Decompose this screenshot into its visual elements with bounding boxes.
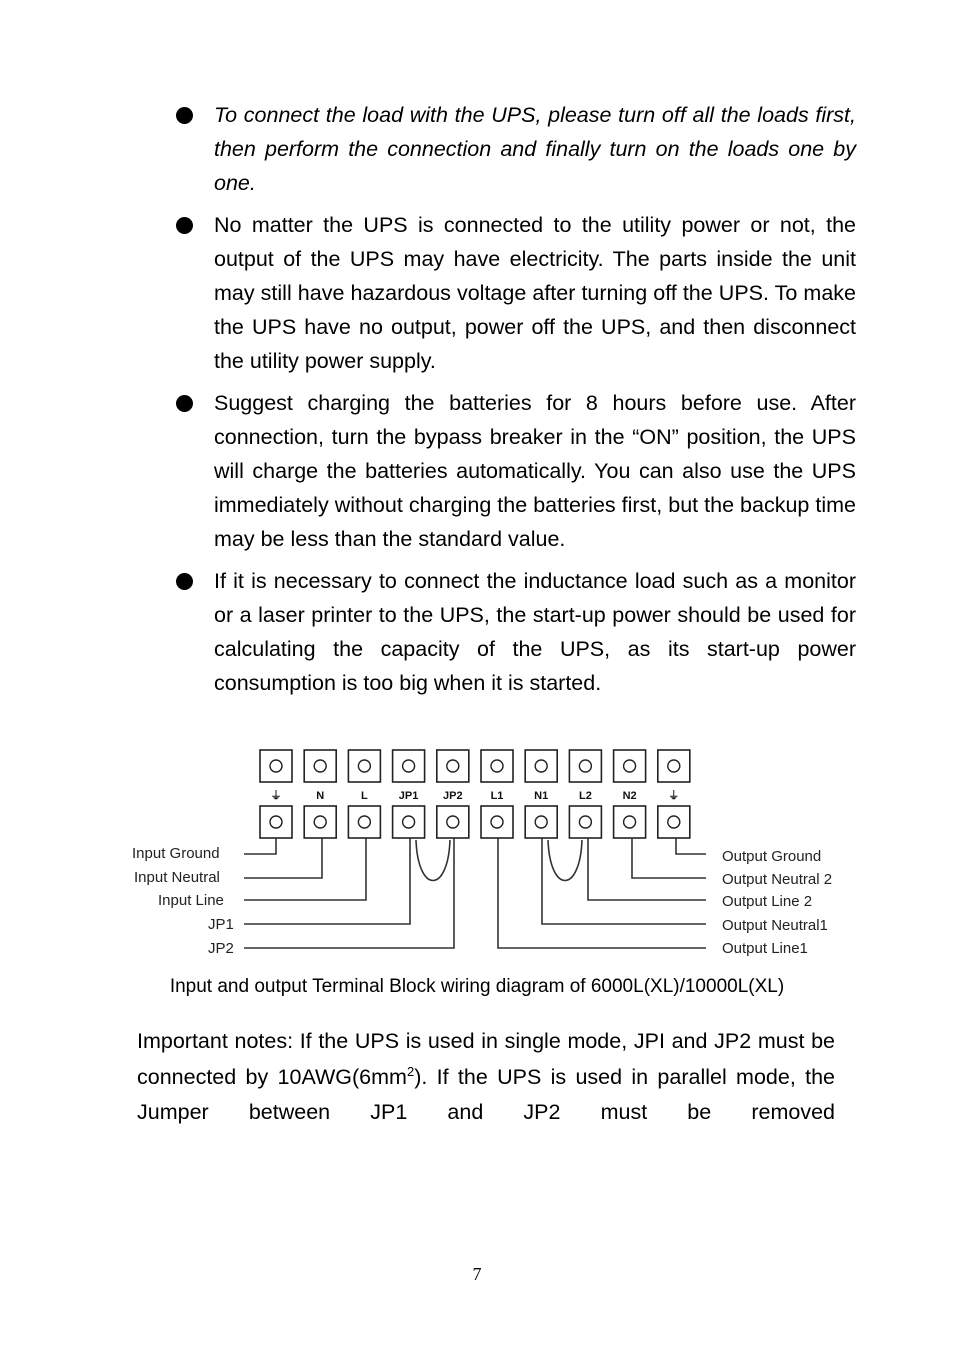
label-input-line: Input Line — [158, 892, 224, 909]
terminal-7 — [569, 750, 601, 838]
terminal-label: L2 — [578, 790, 592, 802]
label-output-ground: Output Ground — [722, 848, 822, 865]
jumper-n1-l2 — [548, 840, 582, 881]
screw-icon — [314, 816, 326, 828]
screw-icon — [668, 816, 680, 828]
wire-input-neutral — [244, 838, 322, 878]
terminal-bottom-box — [569, 806, 601, 838]
terminal-top-box — [304, 750, 336, 782]
terminal-bottom-box — [437, 806, 469, 838]
terminal-label: L — [361, 790, 368, 802]
terminal-top-box — [481, 750, 513, 782]
terminal-label: ⏚ — [270, 790, 282, 802]
screw-icon — [491, 760, 503, 772]
terminal-label: JP1 — [398, 790, 419, 802]
terminal-2 — [348, 750, 380, 838]
important-notes — [137, 1024, 835, 1131]
terminal-label: ⏚ — [668, 790, 680, 802]
diagram-caption: Input and output Terminal Block wiring diagram of 6000L(XL)/10000L(XL) — [169, 976, 785, 997]
bullet-dot-icon — [176, 395, 193, 412]
screw-icon — [314, 760, 326, 772]
wire-output-line2 — [588, 838, 706, 900]
bullet-text: Suggest charging the batteries for 8 hours before use. After connection, turn the bypass breaker in the “ON” position, the UPS will charge the batteries automatically. You can also use the UPS immediately without charging the batteries first, but the backup time may be less than the standard value. — [214, 390, 856, 552]
bullet-item — [176, 564, 856, 701]
label-output-line2: Output Line 2 — [722, 893, 813, 910]
terminal-3 — [393, 750, 425, 838]
terminal-label: L1 — [490, 790, 504, 802]
terminal-label: JP2 — [443, 790, 463, 802]
screw-icon — [358, 816, 370, 828]
terminal-top-box — [437, 750, 469, 782]
wire-output-line1 — [498, 838, 706, 948]
terminal-9 — [658, 750, 690, 838]
notes-text-part1: Important notes: If the UPS is used in single mode, JPI and JP2 must be connected by 10AWG(6mm — [137, 1029, 835, 1089]
terminal-bottom-box — [481, 806, 513, 838]
screw-icon — [535, 816, 547, 828]
terminal-top-box — [348, 750, 380, 782]
label-output-line1: Output Line1 — [722, 940, 808, 957]
terminal-5 — [481, 750, 513, 838]
terminal-label: N2 — [622, 790, 637, 802]
terminal-top-box — [614, 750, 646, 782]
screw-icon — [624, 816, 636, 828]
terminal-8 — [614, 750, 646, 838]
bullet-item — [176, 98, 856, 201]
screw-icon — [491, 816, 503, 828]
wire-output-neutral2 — [632, 838, 706, 878]
terminal-1 — [304, 750, 336, 838]
screw-icon — [624, 760, 636, 772]
terminal-top-box — [569, 750, 601, 782]
screw-icon — [535, 760, 547, 772]
label-jp1: JP1 — [208, 916, 234, 933]
screw-icon — [447, 760, 459, 772]
bullet-text: If it is necessary to connect the inductance load such as a monitor or a laser printer to the UPS, the start-up power should be used for calculating the capacity of the UPS, as its start-up power consumption is too big when it is started. — [214, 568, 856, 696]
terminal-bottom-box — [614, 806, 646, 838]
notes-text-part2: ). If the UPS is used in parallel mode, the Jumper between JP1 and JP2 must be removed — [137, 1064, 836, 1124]
jumper-jp1-jp2 — [416, 840, 450, 881]
terminal-bottom-box — [658, 806, 690, 838]
terminal-top-box — [658, 750, 690, 782]
screw-icon — [270, 816, 282, 828]
wiring-diagram-svg — [126, 744, 866, 964]
notes-superscript: 2 — [406, 1063, 415, 1079]
terminal-block — [260, 750, 690, 838]
bullet-text: To connect the load with the UPS, please turn off all the loads first, then perform the connection and finally turn on the loads one by one. — [214, 103, 856, 196]
screw-icon — [403, 760, 415, 772]
wires — [244, 838, 706, 948]
terminal-top-box — [260, 750, 292, 782]
wire-output-ground — [676, 838, 706, 854]
bullet-list — [176, 98, 856, 707]
terminal-label: N — [316, 790, 325, 802]
terminal-bottom-box — [304, 806, 336, 838]
terminal-top-box — [393, 750, 425, 782]
bullet-item — [176, 386, 856, 557]
terminal-6 — [525, 750, 557, 838]
bullet-text: No matter the UPS is connected to the utility power or not, the output of the UPS may have electricity. The parts inside the unit may still have hazardous voltage after turning off the UPS. To make the UPS have no output, power off the UPS, and then disconnect the utility power supply. — [214, 212, 856, 374]
bullet-item — [176, 208, 856, 379]
screw-icon — [358, 760, 370, 772]
bullet-dot-icon — [176, 107, 193, 124]
right-labels — [722, 848, 832, 957]
bullet-dot-icon — [176, 217, 193, 234]
terminal-4 — [437, 750, 469, 838]
bullet-dot-icon — [176, 573, 193, 590]
terminal-bottom-box — [393, 806, 425, 838]
screw-icon — [447, 816, 459, 828]
label-output-neutral2: Output Neutral 2 — [722, 871, 833, 888]
terminal-label: N1 — [534, 790, 549, 802]
screw-icon — [668, 760, 680, 772]
terminal-0 — [260, 750, 292, 838]
terminal-bottom-box — [348, 806, 380, 838]
terminal-bottom-box — [525, 806, 557, 838]
wire-input-ground — [244, 838, 276, 854]
page-number: 7 — [472, 1264, 482, 1284]
screw-icon — [403, 816, 415, 828]
terminal-block-diagram — [126, 744, 866, 964]
screw-icon — [270, 760, 282, 772]
label-jp2: JP2 — [208, 940, 234, 957]
label-output-neutral1: Output Neutral1 — [722, 917, 828, 934]
screw-icon — [579, 816, 591, 828]
terminal-bottom-box — [260, 806, 292, 838]
terminal-top-box — [525, 750, 557, 782]
wire-input-line — [244, 838, 366, 900]
left-labels — [132, 845, 234, 957]
label-input-ground: Input Ground — [132, 845, 220, 862]
screw-icon — [579, 760, 591, 772]
wire-jp1 — [244, 838, 410, 924]
label-input-neutral: Input Neutral — [134, 869, 220, 886]
